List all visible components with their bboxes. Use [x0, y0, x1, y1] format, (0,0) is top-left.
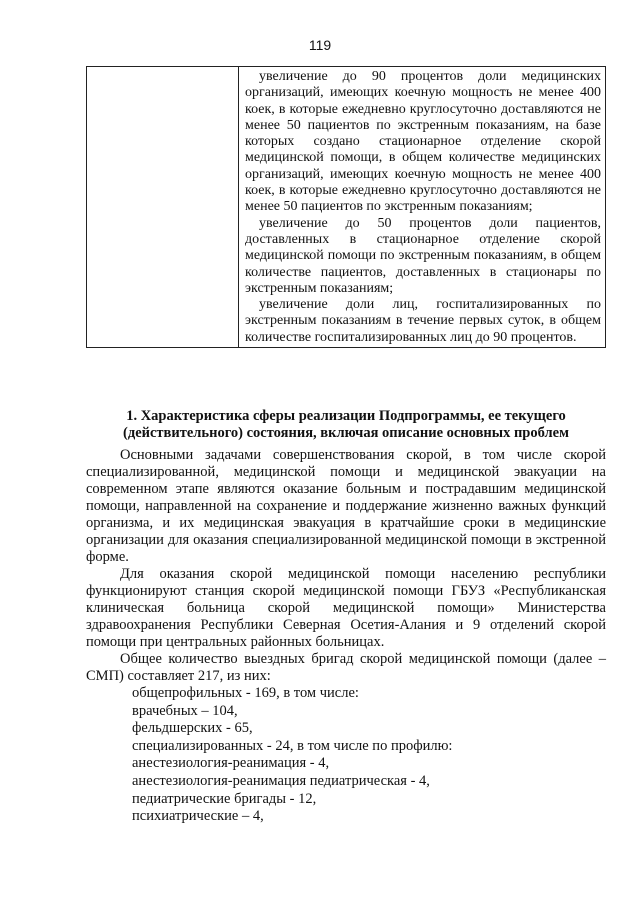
list-item: анестезиология-реанимация педиатрическая - 4,	[132, 772, 430, 789]
goal-item: увеличение до 50 процентов доли пациентов, доставленных в стационарное отделение скорой медицинской помощи по экстренным показаниям, в общем количестве пациентов, доставленных в стационары по экстренным показаниям;	[245, 215, 601, 296]
goal-item: увеличение до 90 процентов доли медицинских организаций, имеющих коечную мощность не менее 400 коек, в которые ежедневно круглосуточно доставляются не менее 50 пациентов по экстренным показаниям, на базе которых создано стационарное отделение скорой медицинской помощи, в общем количестве медицинских организаций, имеющих коечную мощность не менее 400 коек, в которые ежедневно круглосуточно доставляются не менее 50 пациентов по экстренным показаниям;	[245, 69, 601, 215]
table-cell-left	[87, 67, 239, 348]
list-item: психиатрические – 4,	[132, 808, 264, 825]
page-number: 119	[308, 37, 332, 53]
list-item: общепрофильных - 169, в том числе:	[132, 685, 359, 701]
section-heading: 1. Характеристика сферы реализации Подпрограммы, ее текущего (действительного) состояния, включая описание основных проблем	[123, 408, 569, 441]
goals-table	[86, 66, 606, 348]
goal-item: увеличение доли лиц, госпитализированных по экстренным показаниям в течение первых суток, в общем количестве госпитализированных лиц до 90 процентов.	[245, 297, 601, 345]
list-item: анестезиология-реанимация - 4,	[132, 755, 330, 772]
brigade-list	[86, 685, 606, 826]
paragraph: Для оказания скорой медицинской помощи населению республики функционируют станция скорой медицинской помощи ГБУЗ «Республиканская клиническая больница скорой медицинской помощи» Министерства здравоохранения Республики Северная Осетия-Алания и 9 отделений скорой помощи при центральных районных больницах.	[86, 566, 606, 650]
list-item: специализированных - 24, в том числе по профилю:	[132, 737, 453, 754]
table-cell-right	[239, 67, 606, 348]
section-body	[86, 447, 606, 826]
list-item: врачебных – 104,	[132, 702, 238, 719]
paragraph: Основными задачами совершенствования скорой, в том числе скорой специализированной, медицинской помощи и медицинской эвакуации на современном этапе являются оказание больным и пострадавшим медицинской помощи, направленной на сохранение и поддержание жизненно важных функций организма, и их медицинская эвакуация в кратчайшие сроки в медицинские организации для оказания специализированной медицинской помощи в экстренной форме.	[86, 447, 606, 565]
list-item: фельдшерских - 65,	[132, 720, 253, 737]
list-item: педиатрические бригады - 12,	[132, 790, 317, 807]
table-row	[87, 67, 606, 348]
paragraph: Общее количество выездных бригад скорой медицинской помощи (далее – СМП) составляет 217, из них:	[86, 651, 606, 684]
